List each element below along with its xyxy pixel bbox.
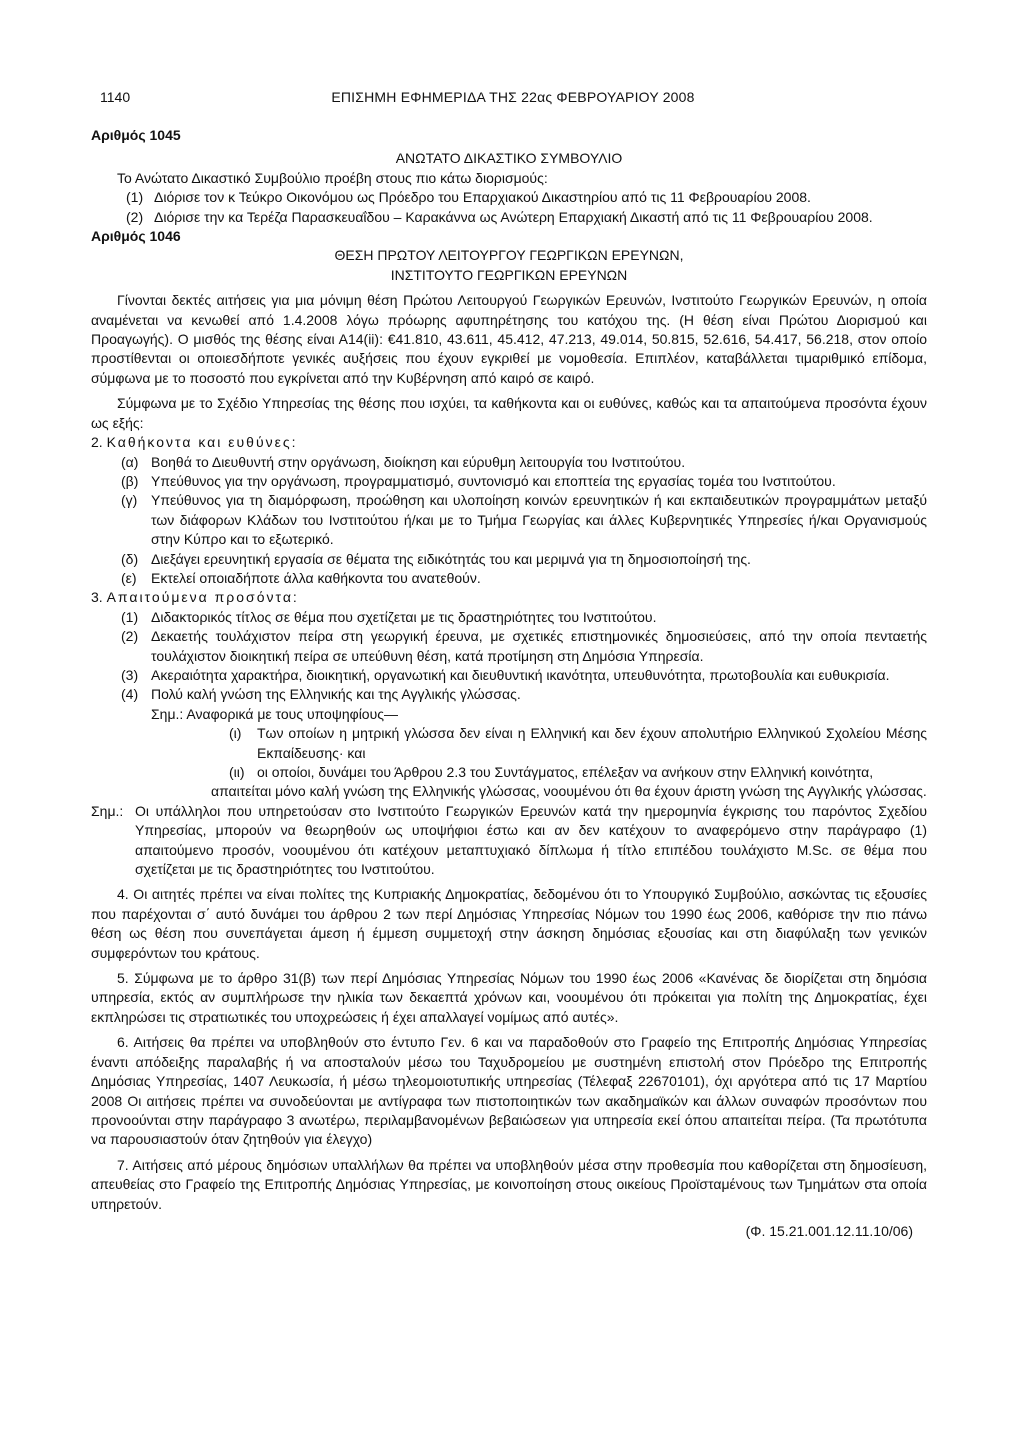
notice-number: Αριθμός 1045 bbox=[91, 127, 181, 143]
item-label: (2) bbox=[121, 628, 139, 645]
item-label: (γ) bbox=[121, 492, 138, 509]
appointments-list bbox=[91, 188, 927, 227]
notice-heading: ΑΝΩΤΑΤΟ ΔΙΚΑΣΤΙΚΟ ΣΥΜΒΟΥΛΙΟ bbox=[395, 150, 623, 167]
page-body bbox=[91, 126, 927, 1241]
item-text: Διεξάγει ερευνητική εργασία σε θέματα της ειδικότητάς του και μεριμνά για τη δημοσιοποίησή της. bbox=[151, 550, 751, 567]
list-item bbox=[121, 569, 927, 588]
item-label: (ε) bbox=[121, 569, 137, 586]
item-text: Ακεραιότητα χαρακτήρα, διοικητική, οργανωτική και διευθυντική ικανότητα, υπευθυνότητα, πρωτοβουλία και ευθυκρισία. bbox=[151, 666, 890, 683]
list-item bbox=[121, 472, 927, 491]
item-text: Εκτελεί οποιαδήποτε άλλα καθήκοντα του ανατεθούν. bbox=[151, 569, 481, 586]
item-label: (ιι) bbox=[229, 764, 245, 780]
item-label: (1) bbox=[126, 189, 144, 206]
note-text: Οι υπάλληλοι που υπηρετούσαν στο Ινστιτούτο Γεωργικών Ερευνών κατά την ημερομηνία έγκρισης του παρόντος Σχεδίου Υπηρεσίας, μπορούν να θεωρηθούν ως υποψήφιοι έστω και αν δεν κατέχουν το αναφερόμενο στην παράγραφο (1) απαιτούμενο προσόν, νοουμένου ότι κατέχουν μεταπτυχιακό δίπλωμα ή τίτλο επιπέδου τουλάχιστο M.Sc. σε θέμα που σχετίζεται με τις δραστηριότητες του Ινστιτούτου. bbox=[135, 802, 927, 878]
item-text: Βοηθά το Διευθυντή στην οργάνωση, διοίκηση και εύρυθμη λειτουργία του Ινστιτούτου. bbox=[151, 453, 686, 470]
list-item bbox=[126, 208, 927, 227]
paragraph: Γίνονται δεκτές αιτήσεις για μια μόνιμη θέση Πρώτου Λειτουργού Γεωργικών Ερευνών, Ινστιτούτο Γεωργικών Ερευνών, η οποία αναμένεται να κενωθεί από 1.4.2008 λόγω πρόωρης αφυπηρέτησης του κατόχου της. (Η θέση είναι Πρώτου Διορισμού και Προαγωγής). Ο μισθός της θέσης είναι Α14(ii): €41.810, 43.611, 45.412, 47.213, 49.014, 50.815, 52.616, 54.417, 56.218, στον οποίο προστίθενται οι οποιεσδήποτε γενικές αυξήσεις που έχουν εγκριθεί με νομοθεσία. Επιπλέον, καταβάλλεται τιμαριθμικό επίδομα, σύμφωνα με το ποσοστό που εγκρίνεται από την Κυβέρνηση από καιρό σε καιρό. bbox=[91, 292, 927, 386]
item-text: Διδακτορικός τίτλος σε θέμα που σχετίζεται με τις δραστηριότητες του Ινστιτούτου. bbox=[151, 608, 657, 625]
section-title: Απαιτούμενα προσόντα: bbox=[106, 589, 299, 606]
list-item bbox=[121, 453, 927, 472]
transitional-note bbox=[91, 802, 927, 880]
item-text: Διόρισε την κα Τερέζα Παρασκευαΐδου – Καρακάννα ως Ανώτερη Επαρχιακή Δικαστή από τις 11 Φεβρουαρίου 2008. bbox=[154, 208, 873, 225]
notice-subheading: ΙΝΣΤΙΤΟΥΤΟ ΓΕΩΡΓΙΚΩΝ ΕΡΕΥΝΩΝ bbox=[390, 266, 628, 283]
notice-1046 bbox=[91, 227, 927, 1241]
item-text: οι οποίοι, δυνάμει του Άρθρου 2.3 του Συντάγματος, επέλεξαν να ανήκουν στην Ελληνική κοινότητα, bbox=[257, 764, 874, 780]
item-label: (α) bbox=[121, 453, 139, 470]
list-item bbox=[121, 627, 927, 666]
notice-number: Αριθμός 1046 bbox=[91, 228, 181, 245]
gazette-title: ΕΠΙΣΗΜΗ ΕΦΗΜΕΡΙΔΑ ΤΗΣ 22ας ΦΕΒΡΟΥΑΡΙΟΥ 2008 bbox=[331, 89, 695, 105]
note-label: Σημ.: bbox=[91, 802, 124, 819]
list-item bbox=[229, 724, 927, 763]
item-label: (3) bbox=[121, 666, 139, 683]
item-label: (ι) bbox=[229, 725, 242, 742]
page-header bbox=[100, 88, 926, 108]
section-label: 2. bbox=[91, 434, 103, 451]
list-item bbox=[121, 608, 927, 627]
section-qualifications bbox=[91, 588, 927, 801]
list-item bbox=[229, 763, 927, 782]
item-label: (2) bbox=[126, 208, 144, 225]
item-text: Δεκαετής τουλάχιστον πείρα στη γεωργική έρευνα, με σχετικές επιστημονικές δημοσιεύσεις, από την οποία πενταετής τουλάχιστον διοικητική πείρα σε υπεύθυνη θέση, κατά προτίμηση στη Δημόσια Υπηρεσία. bbox=[151, 628, 927, 664]
item-label: (1) bbox=[121, 608, 139, 625]
list-item bbox=[121, 685, 927, 704]
duties-list bbox=[91, 453, 927, 589]
list-item bbox=[121, 491, 927, 549]
paragraph: 7. Αιτήσεις από μέρους δημόσιων υπαλλήλων θα πρέπει να υποβληθούν μέσα στην προθεσμία που καθορίζεται στη δημοσίευση, απευθείας στο Γραφείο της Επιτροπής Δημόσιας Υπηρεσίας, με κοινοποίηση στους οικείους Προϊσταμένους των Τμημάτων στα οποία υπηρετούν. bbox=[91, 1156, 927, 1212]
file-reference: (Φ. 15.21.001.12.11.10/06) bbox=[745, 1222, 913, 1239]
item-label: (4) bbox=[121, 686, 139, 703]
item-text: Υπεύθυνος για τη διαμόρφωση, προώθηση και υλοποίηση κοινών ερευνητικών ή και εκπαιδευτικών προγραμμάτων μεταξύ των διάφορων Κλάδων του Ινστιτούτου ή/και με το Τμήμα Γεωργίας και άλλες Κυβερνητικές Υπηρεσίες ή/και Οργανισμούς στην Κύπρο και το εξωτερικό. bbox=[151, 492, 927, 548]
list-item bbox=[126, 188, 927, 207]
paragraph: Σύμφωνα με το Σχέδιο Υπηρεσίας της θέσης που ισχύει, τα καθήκοντα και οι ευθύνες, καθώς και τα απαιτούμενα προσόντα έχουν ως εξής: bbox=[91, 395, 927, 431]
notice-heading: ΘΕΣΗ ΠΡΩΤΟΥ ΛΕΙΤΟΥΡΓΟΥ ΓΕΩΡΓΙΚΩΝ ΕΡΕΥΝΩΝ, bbox=[334, 247, 684, 264]
section-duties bbox=[91, 433, 927, 588]
paragraph: 4. Οι αιτητές πρέπει να είναι πολίτες της Κυπριακής Δημοκρατίας, δεδομένου ότι το Υπουργικό Συμβούλιο, ασκώντας τις εξουσίες που παρέχονται σ΄ αυτό δυνάμει του άρθρου 2 των περί Δημόσιας Υπηρεσίας Νόμων του 1990 έως 2006, καθόρισε την πιο πάνω θέση ως θέση που συνεπάγεται άμεση ή έμμεση συμμετοχή στην άσκηση δημόσιας εξουσίας και στη διαφύλαξη των γενικών συμφερόντων του κράτους. bbox=[91, 886, 927, 961]
item-text: Πολύ καλή γνώση της Ελληνικής και της Αγγλικής γλώσσας. bbox=[151, 686, 521, 703]
note-label: Σημ.: Αναφορικά με τους υποψηφίους— bbox=[151, 705, 398, 722]
note-list bbox=[151, 724, 927, 782]
paragraph: 6. Αιτήσεις θα πρέπει να υποβληθούν στο έντυπο Γεν. 6 και να παραδοθούν στο Γραφείο της Επιτροπής Δημόσιας Υπηρεσίας έναντι απόδειξης παραλαβής ή να αποσταλούν μέσω του Ταχυδρομείου με συστημένη επιστολή στον Πρόεδρο της Επιτροπής Δημόσιας Υπηρεσίας, 1407 Λευκωσία, ή μέσω τηλεομοιοτυπικής υπηρεσίας (Τέλεφαξ 22670101), όχι αργότερα από τις 17 Μαρτίου 2008 Οι αιτήσεις πρέπει να συνοδεύονται με αντίγραφα των πιστοποιητικών των ακαδημαϊκών και άλλων συναφών προσόντων που προνοούνται στην παράγραφο 3 ανωτέρω, περιλαμβανομένων βεβαιώσεων για υπηρεσία εκεί όπου απαιτείται πείρα. (Τα πρωτότυπα να παρουσιαστούν όταν ζητηθούν για έλεγχο) bbox=[91, 1034, 927, 1148]
list-item bbox=[121, 666, 927, 685]
notice-1045 bbox=[91, 126, 927, 227]
language-note bbox=[121, 705, 927, 802]
item-label: (δ) bbox=[121, 550, 139, 567]
qualifications-list bbox=[91, 608, 927, 802]
list-item bbox=[121, 550, 927, 569]
page-number: 1140 bbox=[100, 89, 131, 105]
item-text: Διόρισε τον κ Τεύκρο Οικονόμου ως Πρόεδρο του Επαρχιακού Δικαστηρίου από τις 11 Φεβρουαρίου 2008. bbox=[154, 189, 811, 206]
item-label: (β) bbox=[121, 472, 139, 489]
section-title: Καθήκοντα και ευθύνες: bbox=[106, 434, 298, 451]
item-text: Των οποίων η μητρική γλώσσα δεν είναι η Ελληνική και δεν έχουν απολυτήριο Ελληνικού Σχολείου Μέσης Εκπαίδευσης· και bbox=[257, 725, 927, 761]
section-label: 3. bbox=[91, 589, 103, 606]
notice-intro: Το Ανώτατο Δικαστικό Συμβούλιο προέβη στους πιο κάτω διορισμούς: bbox=[117, 169, 548, 186]
paragraph: 5. Σύμφωνα με το άρθρο 31(β) των περί Δημόσιας Υπηρεσίας Νόμων του 1990 έως 2006 «Κανένας δε διορίζεται στη δημόσια υπηρεσία, εκτός αν συμπλήρωσε την ηλικία των δεκαεπτά χρόνων και, νοουμένου ότι πρόκειται για πολίτη της Δημοκρατίας, έχει εκπληρώσει τις στρατιωτικές του υποχρεώσεις ή έχει απαλλαγεί νομίμως από αυτές». bbox=[91, 970, 927, 1025]
item-text: Υπεύθυνος για την οργάνωση, προγραμματισμό, συντονισμό και εποπτεία της εργασίας τομέα του Ινστιτούτου. bbox=[151, 472, 836, 489]
note-tail: απαιτείται μόνο καλή γνώση της Ελληνικής γλώσσας, νοουμένου ότι θα έχουν άριστη γνώση της Αγγλικής γλώσσας. bbox=[211, 783, 927, 800]
